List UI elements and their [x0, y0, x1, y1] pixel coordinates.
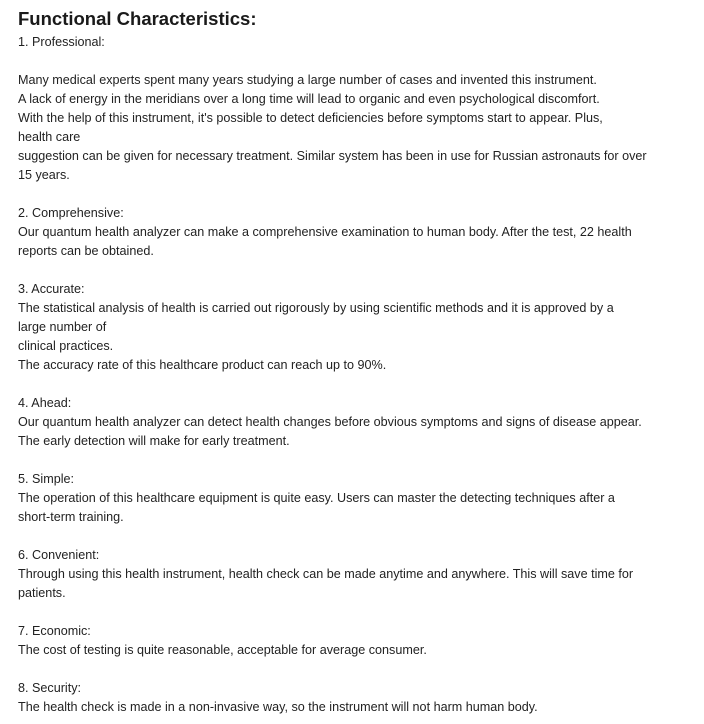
section-professional — [18, 33, 694, 185]
document-body — [18, 8, 694, 717]
section-title: 7. Economic: — [18, 624, 91, 638]
section-comprehensive — [18, 204, 694, 261]
section-title: 3. Accurate: — [18, 282, 85, 296]
section-accurate — [18, 280, 694, 375]
page-title: Functional Characteristics: — [18, 8, 257, 29]
paragraph-line: patients. — [18, 586, 66, 600]
paragraph-line: Our quantum health analyzer can make a comprehensive examination to human body. After the test, 22 health — [18, 225, 632, 239]
section-title: 4. Ahead: — [18, 396, 72, 410]
paragraph-line: suggestion can be given for necessary treatment. Similar system has been in use for Russian astronauts for over — [18, 149, 647, 163]
section-title: 1. Professional: — [18, 35, 105, 49]
paragraph-line: The statistical analysis of health is carried out rigorously by using scientific methods and it is approved by a — [18, 301, 614, 315]
paragraph-line: health care — [18, 130, 81, 144]
paragraph-line: Through using this health instrument, health check can be made anytime and anywhere. This will save time for — [18, 567, 634, 581]
paragraph-line: With the help of this instrument, it's possible to detect deficiencies before symptoms start to appear. Plus, — [18, 111, 603, 125]
paragraph-line: 15 years. — [18, 168, 70, 182]
section-economic — [18, 622, 694, 660]
section-title: 8. Security: — [18, 681, 81, 695]
paragraph-line: The early detection will make for early treatment. — [18, 434, 290, 448]
section-title: 5. Simple: — [18, 472, 74, 486]
section-security — [18, 679, 694, 717]
paragraph-line: short-term training. — [18, 510, 124, 524]
paragraph-line: The accuracy rate of this healthcare product can reach up to 90%. — [18, 358, 387, 372]
paragraph-line: A lack of energy in the meridians over a long time will lead to organic and even psychological discomfort. — [18, 92, 600, 106]
paragraph-line: Many medical experts spent many years studying a large number of cases and invented this instrument. — [18, 73, 597, 87]
paragraph-line: Our quantum health analyzer can detect health changes before obvious symptoms and signs of disease appear. — [18, 415, 642, 429]
paragraph-line: The health check is made in a non-invasive way, so the instrument will not harm human body. — [18, 700, 538, 714]
paragraph-line: clinical practices. — [18, 339, 114, 353]
section-convenient — [18, 546, 694, 603]
paragraph-line: The operation of this healthcare equipment is quite easy. Users can master the detecting techniques after a — [18, 491, 615, 505]
paragraph-line: large number of — [18, 320, 107, 334]
paragraph-line: The cost of testing is quite reasonable, acceptable for average consumer. — [18, 643, 427, 657]
paragraph-line: reports can be obtained. — [18, 244, 154, 258]
section-simple — [18, 470, 694, 527]
section-title: 2. Comprehensive: — [18, 206, 124, 220]
section-title: 6. Convenient: — [18, 548, 100, 562]
section-ahead — [18, 394, 694, 451]
